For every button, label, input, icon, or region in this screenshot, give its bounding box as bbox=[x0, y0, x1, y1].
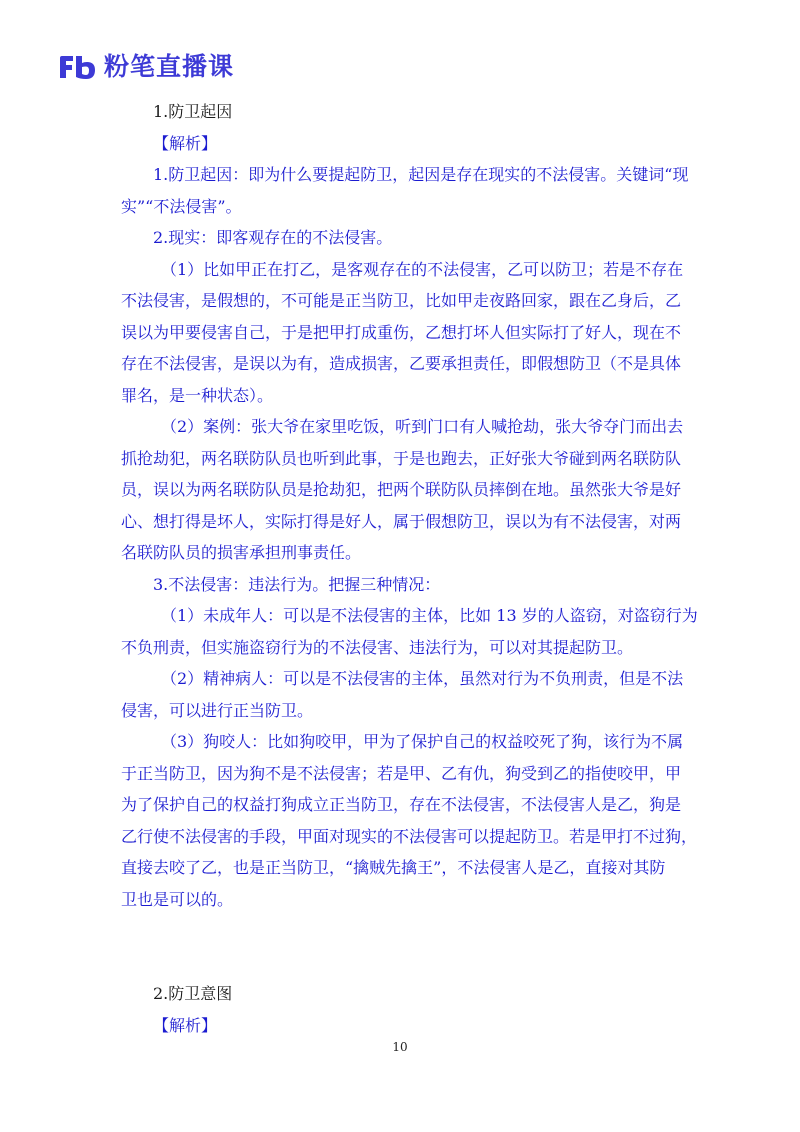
section-heading: 1.防卫起因 bbox=[153, 102, 233, 121]
paragraph-line: 误以为甲要侵害自己，于是把甲打成重伤，乙想打坏人但实际打了好人，现在不 bbox=[121, 322, 682, 342]
paragraph-line: 1.防卫起因：即为什么要提起防卫，起因是存在现实的不法侵害。关键词“现 bbox=[153, 165, 689, 184]
paragraph-line: 乙行使不法侵害的手段，甲面对现实的不法侵害可以提起防卫。若是甲打不过狗， bbox=[121, 826, 698, 846]
page-number: 10 bbox=[392, 1040, 408, 1054]
paragraph-line: （2）案例：张大爷在家里吃饭，听到门口有人喊抢劫，张大爷夺门而出去 bbox=[161, 417, 684, 436]
paragraph-line: 2.现实：即客观存在的不法侵害。 bbox=[153, 228, 393, 247]
paragraph-line: 员，误以为两名联防队员是抢劫犯，把两个联防队员摔倒在地。虽然张大爷是好 bbox=[121, 480, 682, 499]
paragraph-line: 不负刑责，但实施盗窃行为的不法侵害、违法行为，可以对其提起防卫。 bbox=[121, 637, 634, 657]
brand-logo bbox=[58, 52, 234, 82]
document-body bbox=[121, 96, 698, 1041]
paragraph-line: 侵害，可以进行正当防卫。 bbox=[121, 700, 314, 720]
paragraph-line: 卫也是可以的。 bbox=[121, 889, 234, 909]
paragraph-line: 抓抢劫犯，两名联防队员也听到此事，于是也跑去，正好张大爷碰到两名联防队 bbox=[121, 448, 682, 468]
paragraph-line: 不法侵害，是假想的，不可能是正当防卫，比如甲走夜路回家，跟在乙身后，乙 bbox=[121, 291, 682, 310]
paragraph-line: 3.不法侵害：违法行为。把握三种情况： bbox=[153, 574, 441, 594]
paragraph-line: 实”“不法侵害”。 bbox=[121, 196, 242, 216]
blank-line bbox=[121, 947, 681, 979]
paragraph-line: 于正当防卫，因为狗不是不法侵害；若是甲、乙有仇，狗受到乙的指使咬甲，甲 bbox=[121, 763, 682, 783]
paragraph-line: 为了保护自己的权益打狗成立正当防卫，存在不法侵害，不法侵害人是乙，狗是 bbox=[121, 795, 682, 814]
paragraph-line: 直接去咬了乙，也是正当防卫，“擒贼先擒王”，不法侵害人是乙，直接对其防 bbox=[121, 858, 666, 877]
paragraph-line: （3）狗咬人：比如狗咬甲，甲为了保护自己的权益咬死了狗，该行为不属 bbox=[161, 732, 684, 751]
blank-line bbox=[121, 915, 681, 947]
paragraph-line: （2）精神病人：可以是不法侵害的主体，虽然对行为不负刑责，但是不法 bbox=[161, 669, 684, 688]
paragraph-line: 罪名，是一种状态）。 bbox=[121, 385, 274, 405]
paragraph-line: 心、想打得是坏人，实际打得是好人，属于假想防卫，误以为有不法侵害，对两 bbox=[121, 511, 682, 531]
paragraph-line: 名联防队员的损害承担刑事责任。 bbox=[121, 543, 362, 562]
section-heading: 2.防卫意图 bbox=[153, 984, 233, 1003]
analysis-label: 【解析】 bbox=[153, 133, 218, 153]
logo-text: 粉笔直播课 bbox=[104, 52, 235, 81]
fb-logo-icon bbox=[58, 54, 98, 80]
paragraph-line: 存在不法侵害，是误以为有，造成损害，乙要承担责任，即假想防卫（不是具体 bbox=[121, 354, 682, 373]
analysis-label: 【解析】 bbox=[153, 1015, 218, 1035]
paragraph-line: （1）未成年人：可以是不法侵害的主体，比如 13 岁的人盗窃，对盗窃行为 bbox=[161, 606, 698, 625]
paragraph-line: （1）比如甲正在打乙，是客观存在的不法侵害，乙可以防卫；若是不存在 bbox=[161, 259, 684, 279]
